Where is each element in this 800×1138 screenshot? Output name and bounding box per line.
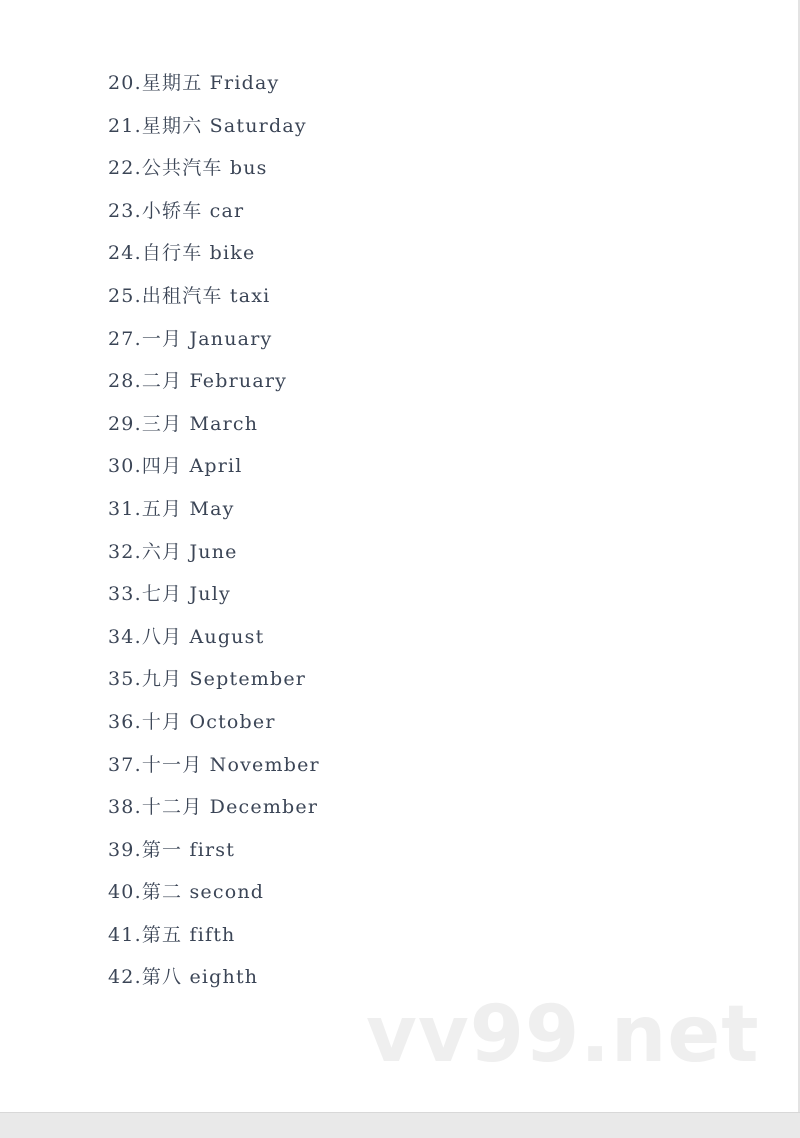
page-bottom-edge [0,1112,800,1138]
vocabulary-item: 23.小轿车 car [108,199,245,222]
vocabulary-item: 35.九月 September [108,668,307,691]
vocabulary-item: 27.一月 January [108,327,273,350]
vocabulary-item: 24.自行车 bike [108,242,256,265]
vocabulary-item: 29.三月 March [108,412,259,435]
vocabulary-item: 33.七月 July [108,583,231,606]
vocabulary-item: 42.第八 eighth [108,966,259,989]
vocabulary-item: 22.公共汽车 bus [108,157,268,180]
vocabulary-item: 20.星期五 Friday [108,72,280,94]
vocabulary-item: 41.第五 fifth [108,923,236,946]
vocabulary-item: 39.第一 first [108,838,236,861]
vocabulary-item: 38.十二月 December [108,796,319,819]
vocabulary-item: 25.出租汽车 taxi [108,284,271,307]
vocabulary-item: 21.星期六 Saturday [108,114,307,137]
watermark: vv99.net [366,990,760,1080]
vocabulary-item: 31.五月 May [108,497,235,520]
vocabulary-item: 32.六月 June [108,540,238,563]
vocabulary-item: 28.二月 February [108,370,288,393]
vocabulary-item: 36.十月 October [108,710,276,733]
vocabulary-item: 30.四月 April [108,455,243,478]
vocabulary-item: 37.十一月 November [108,753,320,776]
vocabulary-item: 34.八月 August [108,625,265,648]
vocabulary-list [108,67,320,1004]
vocabulary-item: 40.第二 second [108,881,265,904]
